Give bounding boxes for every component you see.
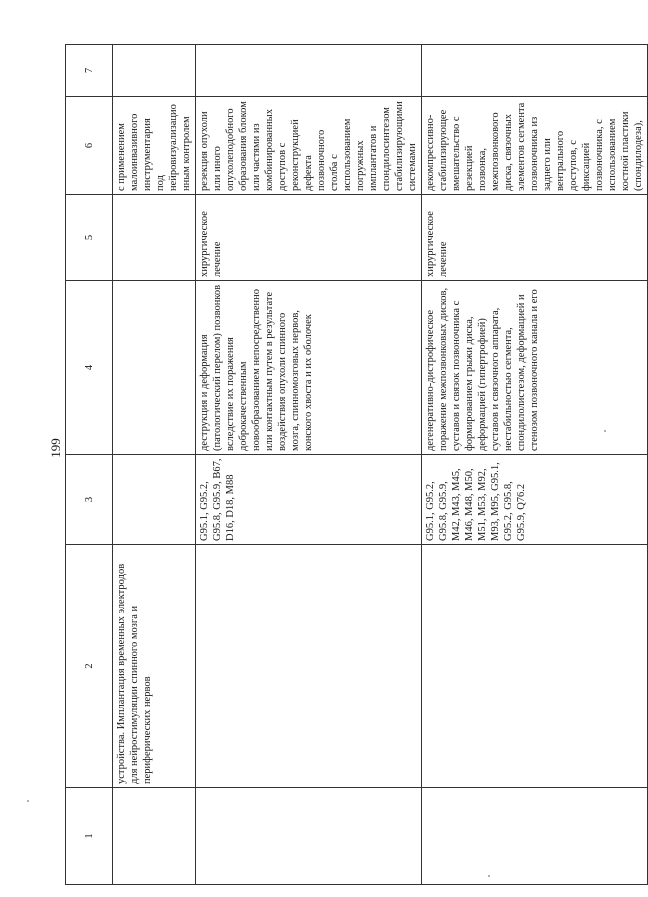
header-col-7: 7 (66, 45, 113, 97)
cell-method: декомпрессивно-стабилизирующее вмешательство с резекцией позвонка, межпозвонкового диска, связочных элементов сегмента позвоночника из заднего или вентрального доступов, с фиксацией позвоночника, с использованием костной пластики (спондилодеза), (422, 97, 648, 195)
cell-diagnosis: дегенеративно-дистрофическое поражение межпозвонковых дисков, суставов и связок позвоночника с формированием грыжи диска, деформацией (гипертрофией) суставов и связочного аппарата, нестабильностью сегмента, спондилолистезом, деформацией и стенозом позвоночного канала и его (422, 281, 648, 455)
cell-treatment-type: хирургическое лечение (196, 195, 422, 281)
rotated-table-wrapper (65, 45, 644, 885)
header-col-6: 6 (66, 97, 113, 195)
header-col-2: 2 (66, 545, 113, 788)
header-col-5: 5 (66, 195, 113, 281)
cell-number (196, 788, 422, 885)
cell-procedure-name (422, 545, 648, 788)
cell-icd-codes: G95.1, G95.2, G95.8, G95.9, B67, D16, D18, M88 (196, 455, 422, 545)
cell-method: резекция опухоли или иного опухолеподобного образования блоком или частями из комбинированных доступов с реконструкцией дефекта позвоночного столба с использованием погружных имплантатов и спондилосинтезом стабилизирующими системами (196, 97, 422, 195)
cell-diagnosis (113, 281, 196, 455)
table-row (196, 45, 422, 885)
cell-procedure-name: устройства. Имплантация временных электродов для нейростимуляции спинного мозга и периферических нервов (113, 545, 196, 788)
header-col-4: 4 (66, 281, 113, 455)
cell-number (422, 788, 648, 885)
rotated-page-area (65, 45, 644, 885)
page-number: 199 (47, 438, 63, 458)
cell-icd-codes (113, 455, 196, 545)
cell-cost (113, 45, 196, 97)
header-col-3: 3 (66, 455, 113, 545)
table-row (422, 45, 648, 885)
procedures-table (65, 44, 648, 885)
scan-speck (488, 875, 490, 877)
cell-cost (196, 45, 422, 97)
scan-speck (604, 430, 606, 432)
header-col-1: 1 (66, 788, 113, 885)
cell-number (113, 788, 196, 885)
cell-icd-codes: G95.1, G95.2, G95.8, G95.9, M42, M43, M45, M46, M48, M50, M51, M53, M92, M93, M95, G95.1, G95.2, G95.8, G95.9, Q76.2 (422, 455, 648, 545)
cell-treatment-type (113, 195, 196, 281)
cell-diagnosis: деструкция и деформация (патологический перелом) позвонков вследствие их поражения доброкачественным новообразованием непосредственно или контактным путем в результате воздействия опухоли спинного мозга, спинномозговых нервов, конского хвоста и их оболочек (196, 281, 422, 455)
cell-method: с применением малоинвазивного инструментария под нейровизуализационным контролем (113, 97, 196, 195)
table-header-row (66, 45, 113, 885)
scan-speck (27, 800, 29, 802)
cell-treatment-type: хирургическое лечение (422, 195, 648, 281)
cell-procedure-name (196, 545, 422, 788)
table-row (113, 45, 196, 885)
cell-cost (422, 45, 648, 97)
